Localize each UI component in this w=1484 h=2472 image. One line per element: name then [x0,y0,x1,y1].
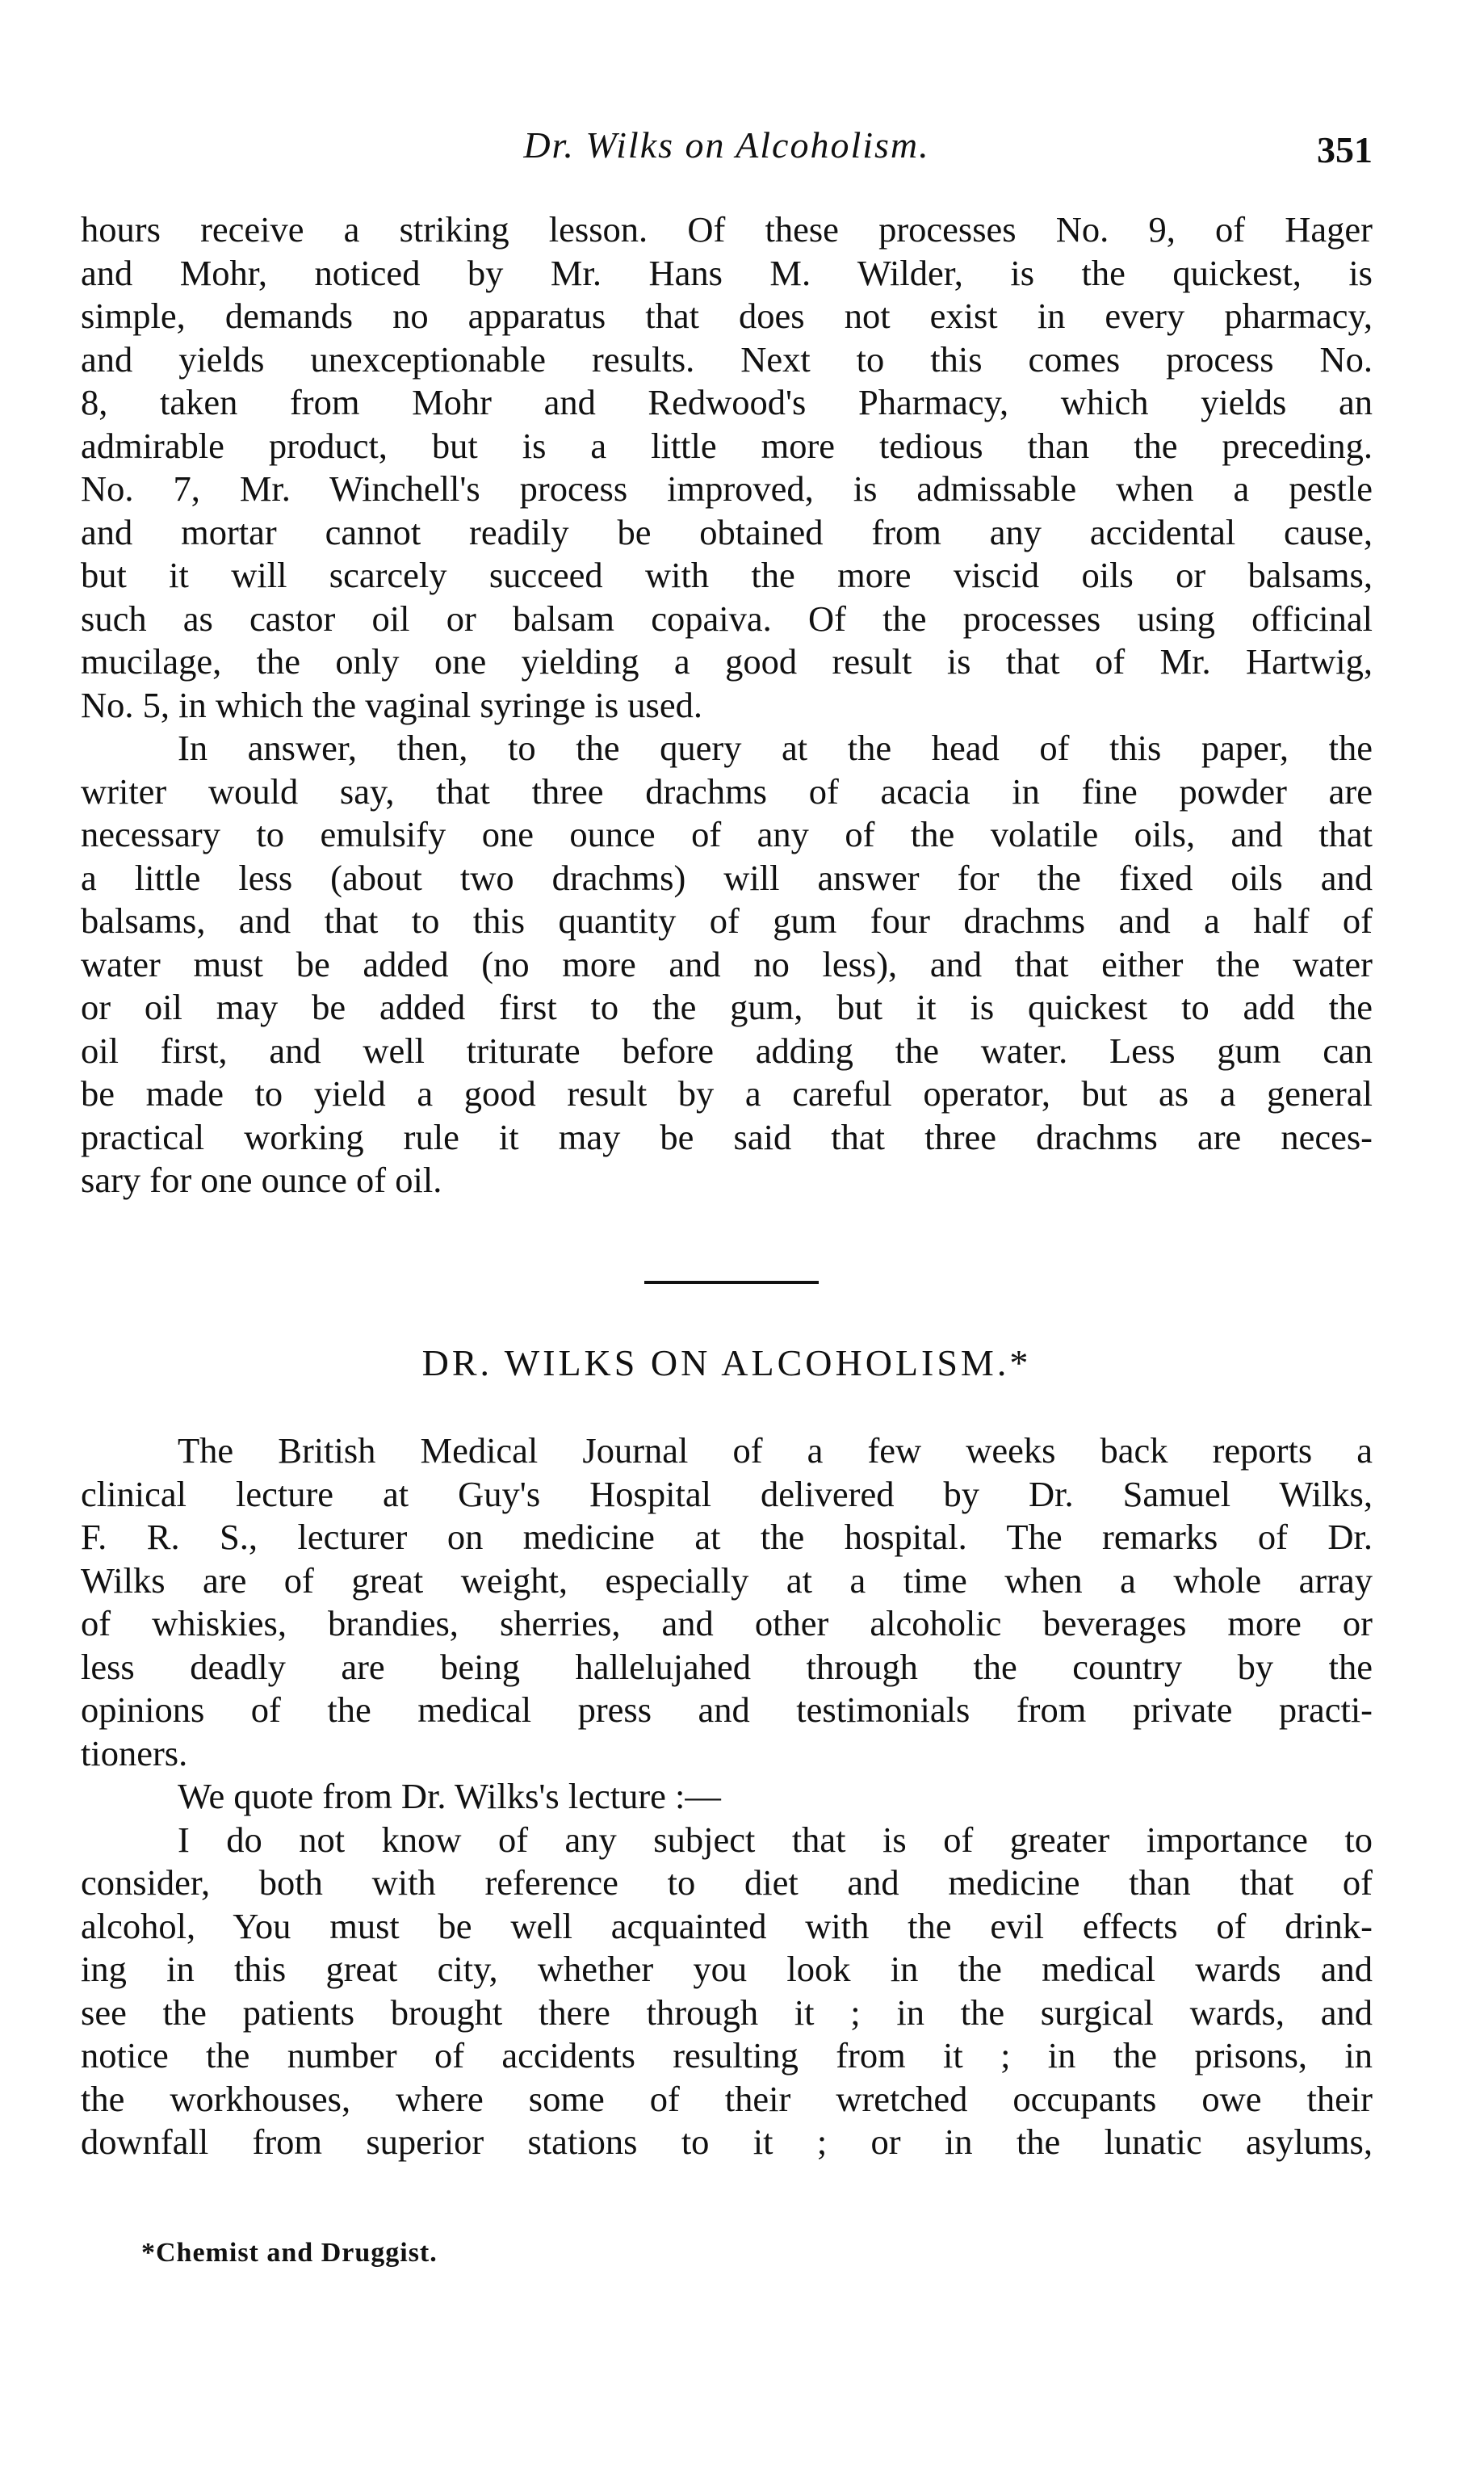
footnote: *Chemist and Druggist. [141,2238,438,2268]
text-line: sary for one ounce of oil. [81,1160,442,1200]
text-line: be made to yield a good result by a careful operator, but as a general [81,1073,1373,1114]
running-head [81,120,1373,171]
text-line: The British Medical Journal of a few weeks back reports a [178,1430,1373,1471]
text-line: ing in this great city, whether you look in the medical wards and [81,1949,1373,1989]
text-line: downfall from superior stations to it ; or in the lunatic asylums, [81,2122,1373,2162]
section-divider [644,1281,819,1284]
text-line: and yields unexceptionable results. Next to this comes process No. [81,338,1373,380]
text-line: water must be added (no more and no less), and that either the water [81,943,1373,984]
text-line: but it will scarcely succeed with the more viscid oils or balsams, [81,555,1373,595]
text-line: practical working rule it may be said that three drachms are neces- [81,1116,1373,1157]
text-line: admirable product, but is a little more tedious than the preceding. [81,425,1373,466]
section-title: DR. WILKS ON ALCOHOLISM.* [421,1342,1032,1383]
text-line: and mortar cannot readily be obtained from any accidental cause, [81,511,1373,552]
text-line: Wilks are of great weight, especially at a time when a whole array [81,1559,1373,1601]
text-line: opinions of the medical press and testimonials from private practi- [81,1689,1373,1730]
text-line: writer would say, that three drachms of acacia in fine powder are [81,770,1373,812]
text-line: and Mohr, noticed by Mr. Hans M. Wilder, is the quickest, is [81,252,1373,293]
text-line: I do not know of any subject that is of greater importance to [178,1819,1373,1860]
text-line: clinical lecture at Guy's Hospital delivered by Dr. Samuel Wilks, [81,1473,1373,1514]
text-line: No. 5, in which the vaginal syringe is used. [81,684,702,725]
text-line: a little less (about two drachms) will answer for the fixed oils and [81,857,1373,898]
text-line: such as castor oil or balsam copaiva. Of the processes using officinal [81,598,1373,639]
text-line: simple, demands no apparatus that does not exist in every pharmacy, [81,296,1373,336]
text-line: hours receive a striking lesson. Of these processes No. 9, of Hager [81,209,1373,250]
text-line: tioners. [81,1732,188,1773]
paragraph-block-emulsions [81,208,1373,1202]
text-line: necessary to emulsify one ounce of any of the volatile oils, and that [81,814,1373,854]
text-line: consider, both with reference to diet and medicine than that of [81,1862,1373,1903]
text-line: or oil may be added first to the gum, but it is quickest to add the [81,987,1373,1027]
text-line: balsams, and that to this quantity of gum four drachms and a half of [81,900,1373,941]
paragraph-block-alcoholism [81,1429,1373,2164]
text-line: No. 7, Mr. Winchell's process improved, is admissable when a pestle [81,468,1373,509]
text-line: F. R. S., lecturer on medicine at the hospital. The remarks of Dr. [81,1517,1373,1557]
text-line: notice the number of accidents resulting from it ; in the prisons, in [81,2035,1373,2075]
text-line: alcohol, You must be well acquainted with the evil effects of drink- [81,1905,1373,1946]
text-line: We quote from Dr. Wilks's lecture :— [178,1776,721,1816]
text-line: In answer, then, to the query at the head of this paper, the [178,728,1373,768]
text-line: less deadly are being hallelujahed through the country by the [81,1646,1373,1687]
text-line: 8, taken from Mohr and Redwood's Pharmacy, which yields an [81,382,1373,422]
text-line: the workhouses, where some of their wretched occupants owe their [81,2078,1373,2119]
text-line: of whiskies, brandies, sherries, and other alcoholic beverages more or [81,1603,1373,1643]
page-number: 351 [1317,129,1373,170]
text-line: see the patients brought there through it ; in the surgical wards, and [81,1991,1373,2033]
text-line: mucilage, the only one yielding a good result is that of Mr. Hartwig, [81,641,1373,682]
running-title: Dr. Wilks on Alcoholism. [523,124,930,166]
text-line: oil first, and well triturate before adding the water. Less gum can [81,1030,1373,1071]
